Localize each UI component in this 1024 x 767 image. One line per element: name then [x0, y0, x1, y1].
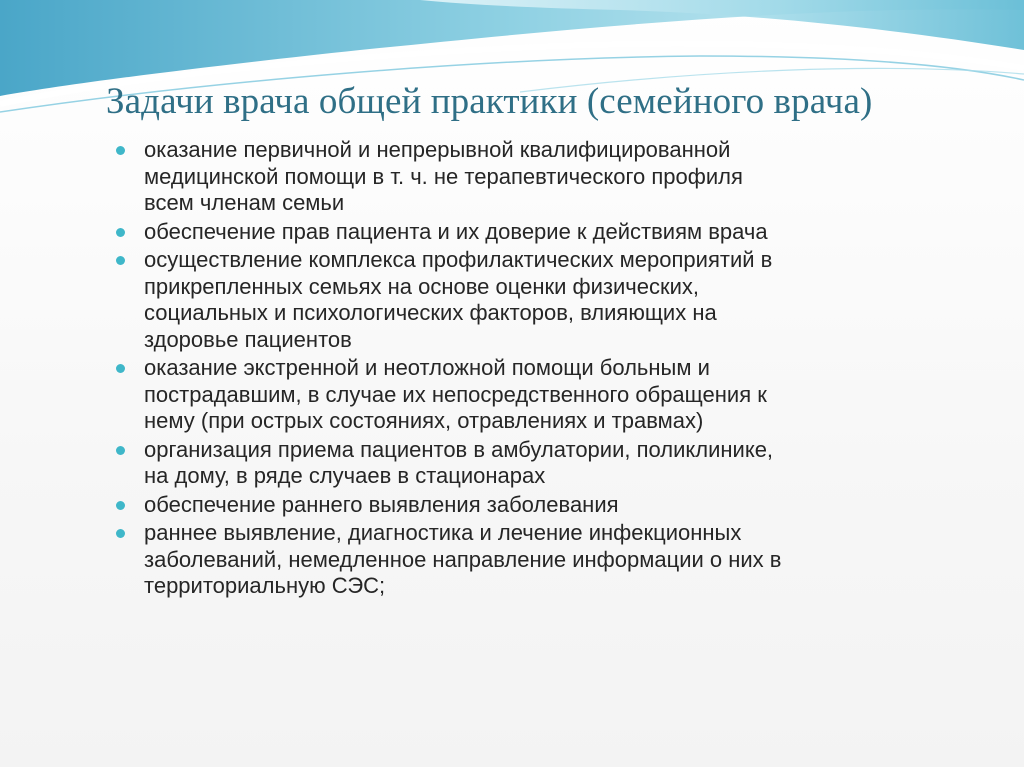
task-item	[110, 492, 990, 519]
task-item	[110, 355, 990, 435]
task-text: обеспечение прав пациента и их доверие к действиям врача	[144, 218, 768, 244]
task-text: оказание экстренной и неотложной помощи больным и пострадавшим, в случае их непосредственного обращения к нему (при острых состояниях, отравлениях и травмах)	[144, 355, 767, 433]
slide-title: Задачи врача общей практики (семейного врача)	[106, 81, 873, 122]
task-list	[110, 137, 990, 602]
task-text: осуществление комплекса профилактических мероприятий в прикрепленных семьях на основе оценки физических, социальных и психологических факторов, влияющих на здоровье пациентов	[144, 247, 773, 352]
bullet-icon	[116, 256, 125, 265]
task-text: обеспечение раннего выявления заболевания	[144, 491, 619, 517]
bullet-icon	[116, 146, 125, 155]
task-text: оказание первичной и непрерывной квалифицированной медицинской помощи в т. ч. не терапевтического профиля всем членам семьи	[144, 137, 743, 215]
task-item	[110, 437, 990, 490]
task-item	[110, 219, 990, 246]
task-text: раннее выявление, диагностика и лечение инфекционных заболеваний, немедленное направление информации о них в территориальную СЭС;	[144, 520, 782, 598]
bullet-icon	[116, 228, 125, 237]
bullet-icon	[116, 446, 125, 455]
task-item	[110, 137, 990, 217]
task-item	[110, 247, 990, 353]
bullet-icon	[116, 529, 125, 538]
task-text: организация приема пациентов в амбулатории, поликлинике, на дому, в ряде случаев в стационарах	[144, 436, 774, 488]
task-item	[110, 520, 990, 600]
bullet-icon	[116, 501, 125, 510]
bullet-icon	[116, 364, 125, 373]
